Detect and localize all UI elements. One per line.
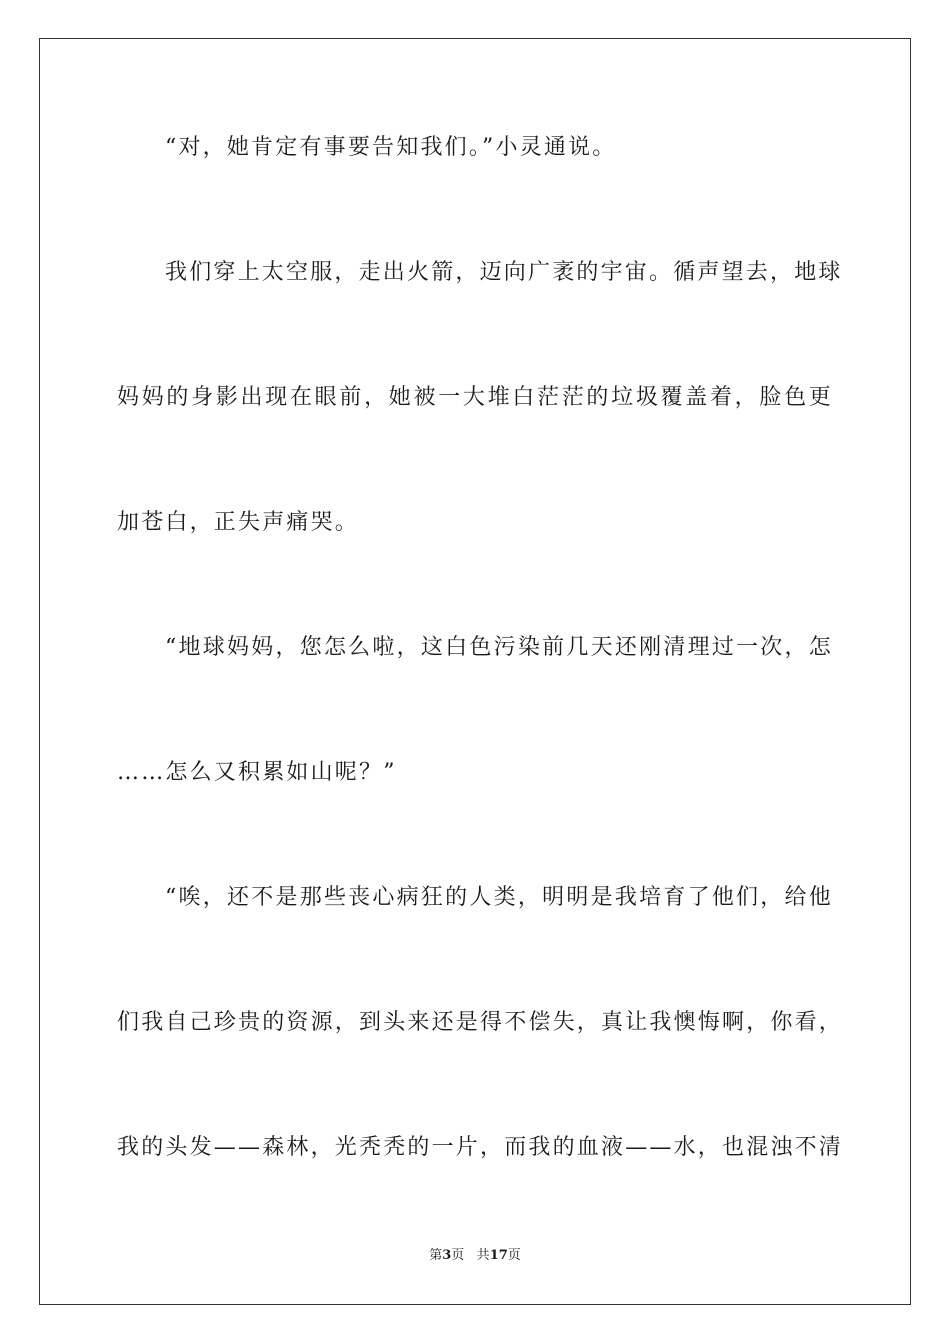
paragraph-line: “对，她肯定有事要告知我们。”小灵通说。 [165,135,617,160]
paragraph-line: 妈妈的身影出现在眼前，她被一大堆白茫茫的垃圾覆盖着，脸色更 [117,385,833,410]
paragraph-line: “唉，还不是那些丧心病狂的人类，明明是我培育了他们，给他 [165,885,833,910]
paragraph-line: 们我自己珍贵的资源，到头来还是得不偿失，真让我懊悔啊，你看， [117,1010,844,1035]
current-page-number: 3 [442,1248,452,1263]
paragraph-line: “地球妈妈，您怎么啦，这白色污染前几天还刚清理过一次，怎 [165,635,833,660]
total-pages-prefix: 共 [476,1248,490,1263]
page-number-suffix: 页 [451,1248,465,1263]
page-footer [0,1247,950,1265]
paragraph-line: 我们穿上太空服，走出火箭，迈向广袤的宇宙。循声望去，地球 [165,260,843,285]
paragraph-line: 加苍白，正失声痛哭。 [117,510,360,535]
page-number-prefix: 第 [429,1248,443,1263]
paragraph-line: ……怎么又积累如山呢？” [117,760,397,785]
total-pages-suffix: 页 [507,1248,521,1263]
paragraph-line: 我的头发——森林，光秃秃的一片，而我的血液——水，也混浊不清 [117,1135,844,1160]
page-border [39,38,911,1305]
total-page-count: 17 [489,1248,508,1263]
